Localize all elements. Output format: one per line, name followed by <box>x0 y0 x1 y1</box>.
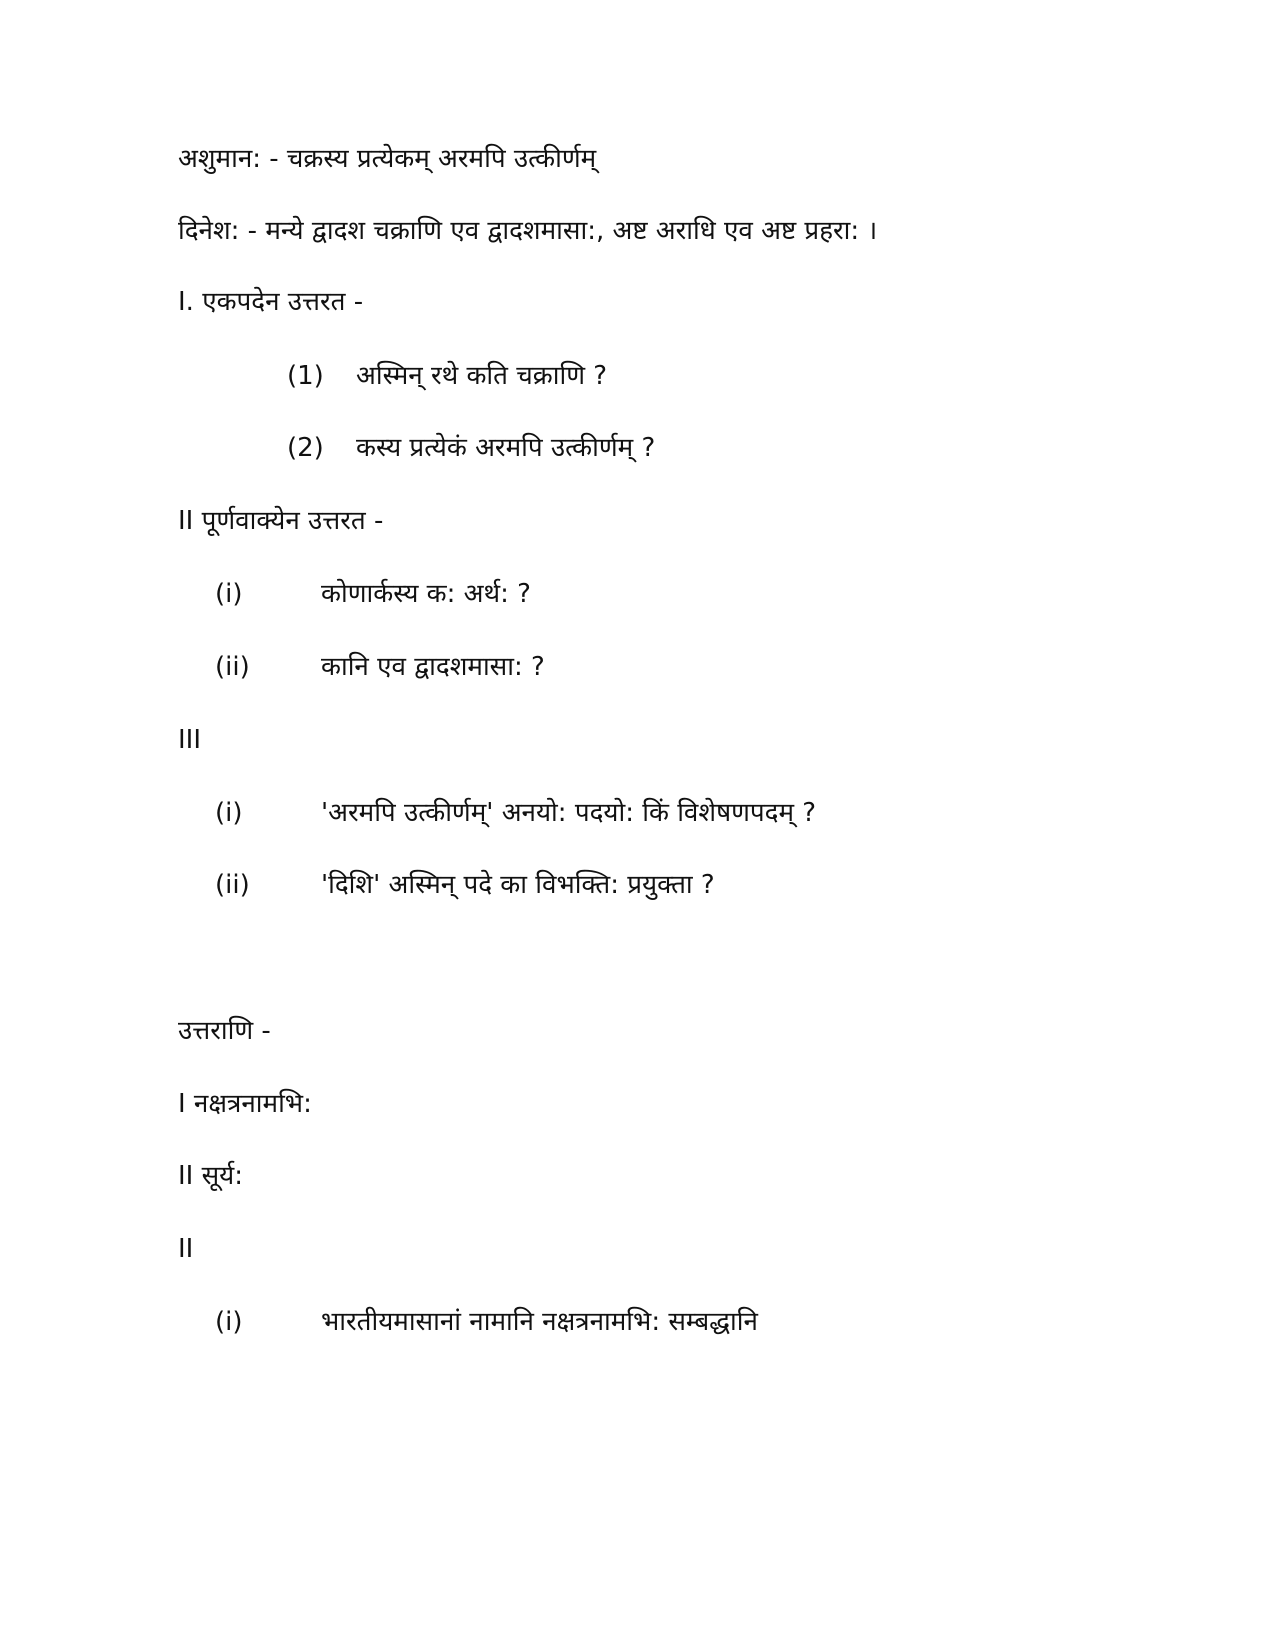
section2-heading: II पूर्णवाक्येन उत्तरत - <box>178 506 384 536</box>
answer-text: भारतीयमासानां नामानि नक्षत्रनामभि: सम्बद्धानि <box>321 1307 758 1337</box>
question-text: अस्मिन् रथे कति चक्राणि ? <box>356 361 608 391</box>
question-number: (2) <box>287 433 324 463</box>
answers-heading: उत्तराणि - <box>178 1016 271 1046</box>
question-number: (i) <box>215 579 243 609</box>
section3-heading: III <box>178 725 202 755</box>
question-text: 'दिशि' अस्मिन् पदे का विभक्ति: प्रयुक्ता ? <box>321 870 715 900</box>
dialogue-dinesh: दिनेश: - मन्ये द्वादश चक्राणि एव द्वादशमासा:, अष्ट अराधि एव अष्ट प्रहरा: । <box>178 216 878 246</box>
question-text: कस्य प्रत्येकं अरमपि उत्कीर्णम् ? <box>356 433 656 463</box>
question-text: कानि एव द्वादशमासा: ? <box>321 652 545 682</box>
question-text: 'अरमपि उत्कीर्णम्' अनयो: पदयो: किं विशेषणपदम् ? <box>321 798 817 828</box>
section1-heading: I. एकपदेन उत्तरत - <box>178 287 364 317</box>
question-text: कोणार्कस्य क: अर्थ: ? <box>321 579 531 609</box>
question-number: (ii) <box>215 652 250 682</box>
question-number: (1) <box>287 361 324 391</box>
answer-number: (i) <box>215 1307 243 1337</box>
answer-1: I नक्षत्रनामभि: <box>178 1089 312 1119</box>
dialogue-ashuman: अशुमान: - चक्रस्य प्रत्येकम् अरमपि उत्कीर्णम् <box>178 144 597 174</box>
question-number: (i) <box>215 798 243 828</box>
question-number: (ii) <box>215 870 250 900</box>
answer-3-heading: II <box>178 1234 194 1264</box>
answer-2: II सूर्य: <box>178 1161 244 1191</box>
